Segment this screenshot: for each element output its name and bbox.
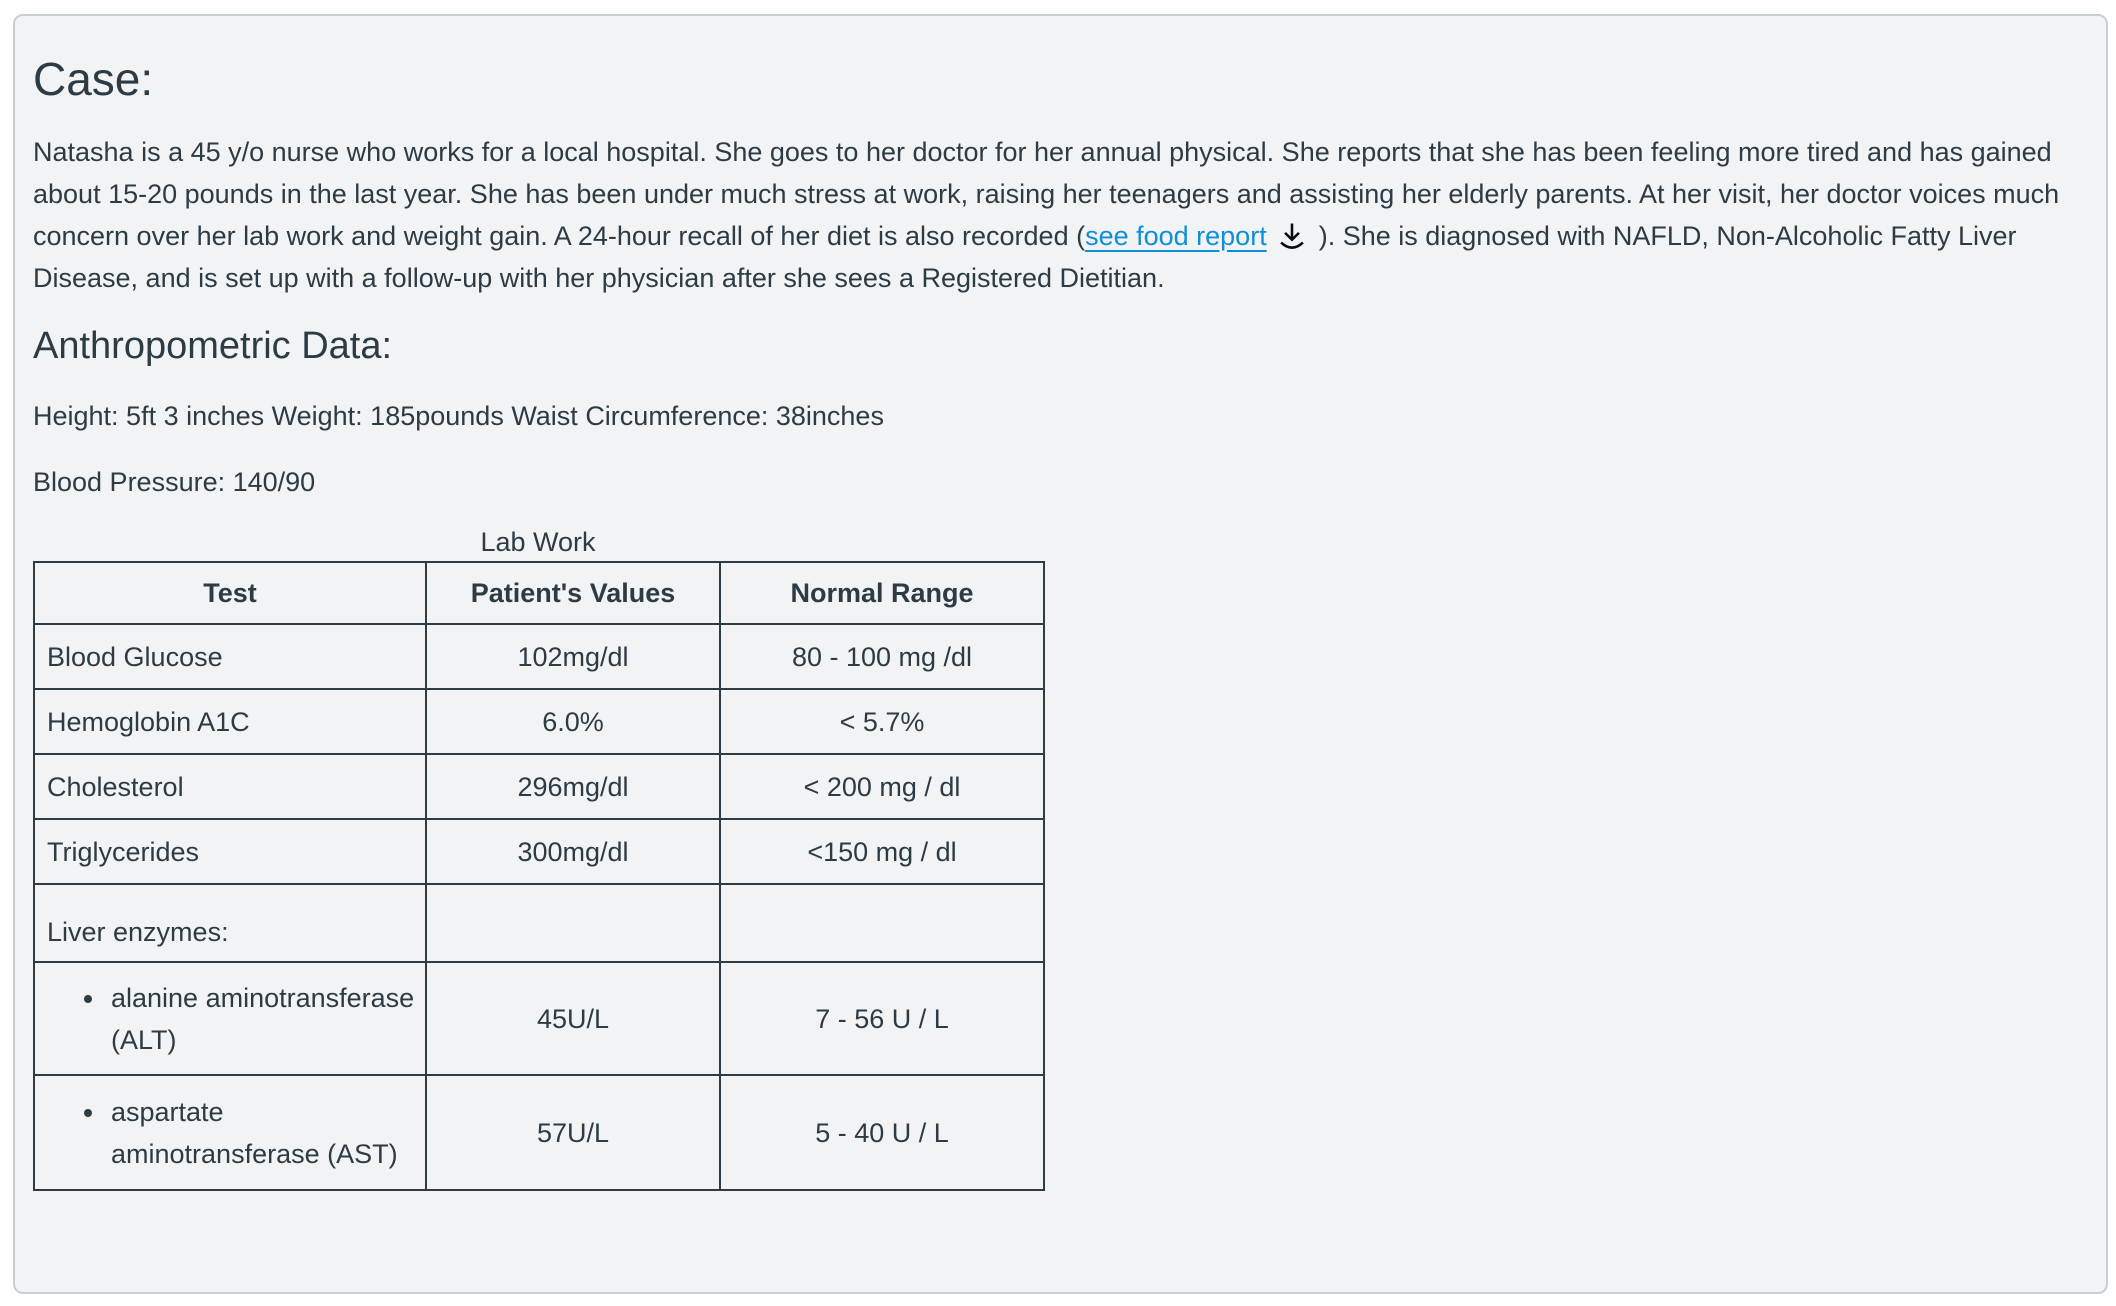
table-row-liver-enzymes xyxy=(34,884,1044,962)
see-food-report-link[interactable]: see food report xyxy=(1085,221,1267,251)
lab-work-table xyxy=(33,561,1045,1191)
case-heading: Case: xyxy=(33,53,154,105)
range-cell: 7 - 56 U / L xyxy=(720,962,1044,1075)
range-cell: < 5.7% xyxy=(720,689,1044,754)
case-paragraph xyxy=(33,131,2082,299)
range-cell: 80 - 100 mg /dl xyxy=(720,624,1044,689)
test-cell: Cholesterol xyxy=(34,754,426,819)
test-cell: Liver enzymes: xyxy=(34,884,426,962)
case-paragraph-text-after: ). She is diagnosed with NAFLD, Non-Alcoholic Fatty Liver Disease, and is set up with a follow-up with her physician after she sees a Registered Dietitian. xyxy=(33,221,2017,293)
case-study-panel xyxy=(13,14,2108,1294)
list-item: • aspartate aminotransferase (AST) xyxy=(107,1091,415,1175)
table-row xyxy=(34,819,1044,884)
table-row xyxy=(34,754,1044,819)
empty-range-cell xyxy=(720,884,1044,962)
column-header-test: Test xyxy=(34,562,426,624)
value-cell: 102mg/dl xyxy=(426,624,720,689)
range-cell: < 200 mg / dl xyxy=(720,754,1044,819)
table-header-row xyxy=(34,562,1044,624)
table-row xyxy=(34,962,1044,1075)
empty-value-cell xyxy=(426,884,720,962)
column-header-values: Patient's Values xyxy=(426,562,720,624)
test-cell: Triglycerides xyxy=(34,819,426,884)
measurements-line: Height: 5ft 3 inches Weight: 185pounds Waist Circumference: 38inches xyxy=(33,401,884,431)
case-paragraph-text-before: Natasha is a 45 y/o nurse who works for a local hospital. She goes to her doctor for her annual physical. She reports that she has been feeling more tired and has gained about 15-20 pounds in the last year. She has been under much stress at work, raising her teenagers and assisting her elderly parents. At her visit, her doctor voices much concern over her lab work and weight gain. A 24-hour recall of her diet is also recorded ( xyxy=(33,137,2060,251)
test-cell xyxy=(34,1075,426,1190)
range-cell: 5 - 40 U / L xyxy=(720,1075,1044,1190)
value-cell: 6.0% xyxy=(426,689,720,754)
test-cell xyxy=(34,962,426,1075)
range-cell: <150 mg / dl xyxy=(720,819,1044,884)
table-row xyxy=(34,689,1044,754)
test-cell: Hemoglobin A1C xyxy=(34,689,426,754)
column-header-range: Normal Range xyxy=(720,562,1044,624)
value-cell: 45U/L xyxy=(426,962,720,1075)
value-cell: 57U/L xyxy=(426,1075,720,1190)
value-cell: 300mg/dl xyxy=(426,819,720,884)
table-row xyxy=(34,1075,1044,1190)
blood-pressure-line: Blood Pressure: 140/90 xyxy=(33,467,316,497)
lab-work-caption: Lab Work xyxy=(480,527,596,557)
anthropometric-heading: Anthropometric Data: xyxy=(33,325,393,367)
value-cell: 296mg/dl xyxy=(426,754,720,819)
table-row xyxy=(34,624,1044,689)
list-item: • alanine aminotransferase (ALT) xyxy=(107,977,415,1061)
test-cell: Blood Glucose xyxy=(34,624,426,689)
download-icon[interactable] xyxy=(1275,218,1309,254)
